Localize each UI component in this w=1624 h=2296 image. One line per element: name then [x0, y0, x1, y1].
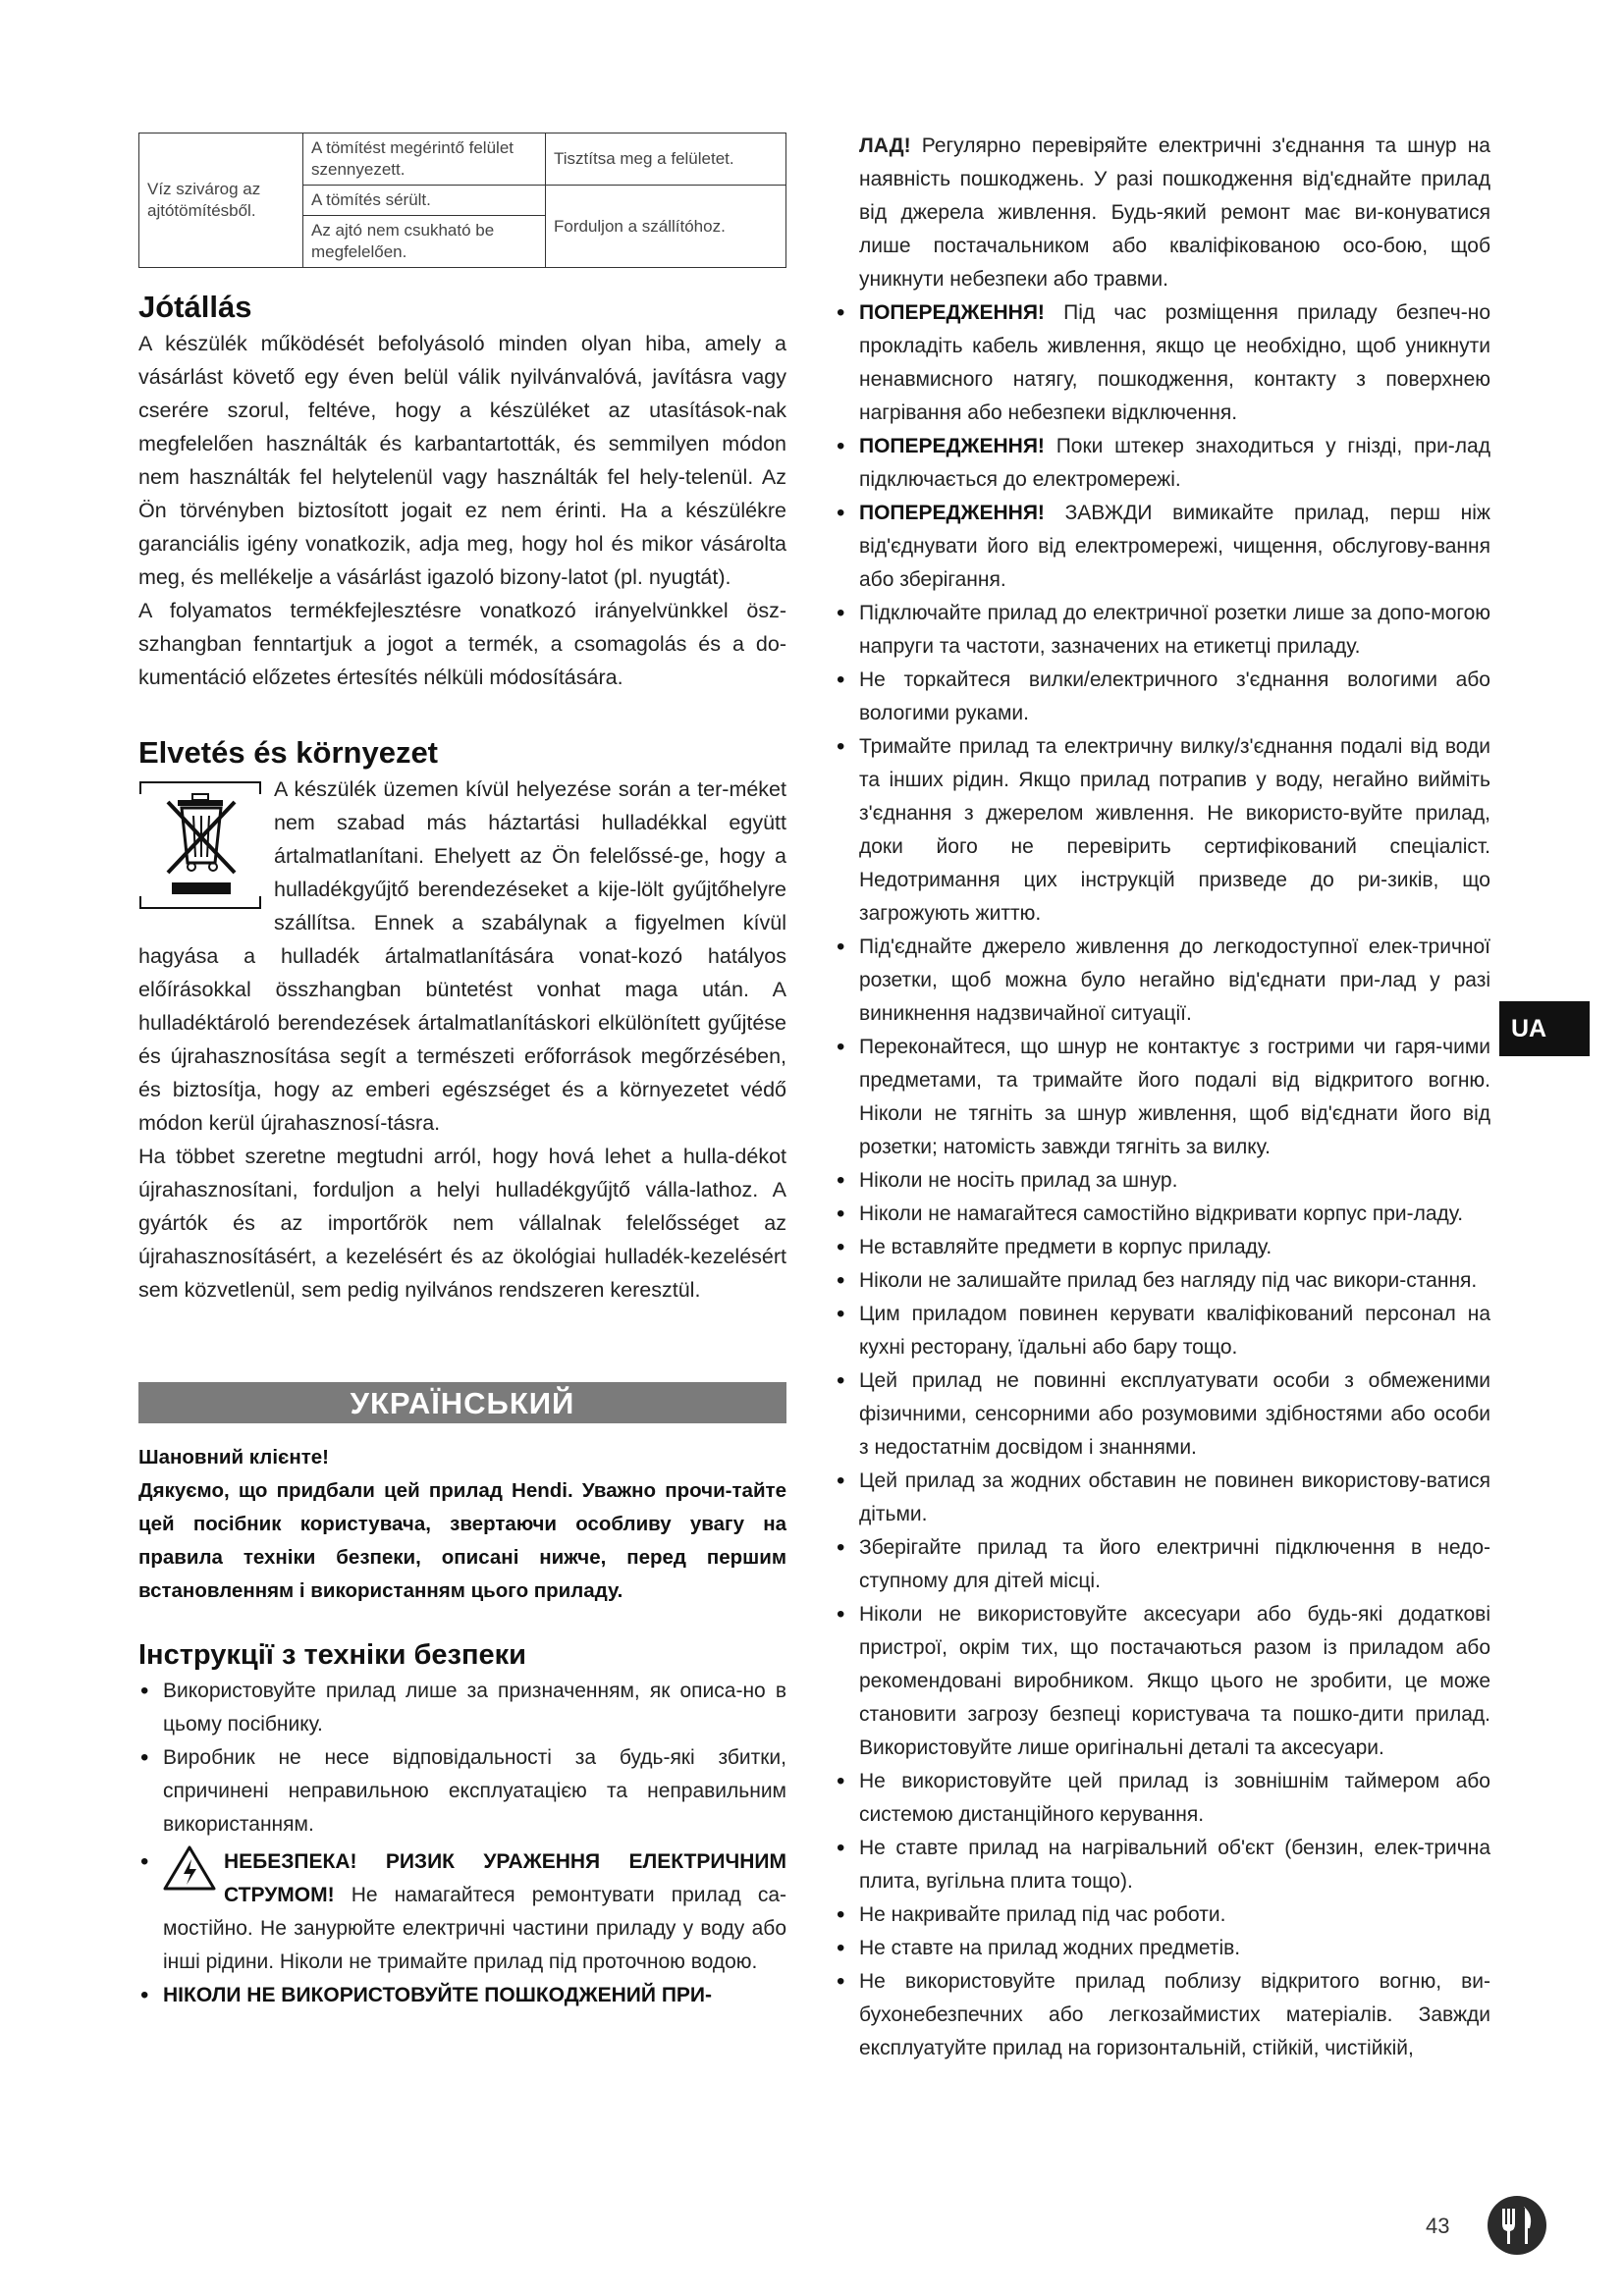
list-item: • Ніколи не носіть прилад за шнур. [835, 1164, 1490, 1198]
disposal-heading: Elvetés és környezet [138, 735, 439, 770]
list-item [138, 1845, 786, 1979]
electric-hazard-icon [163, 1845, 216, 1891]
table-solution-cell: Forduljon a szállítóhoz. [546, 186, 786, 268]
list-item: • Цей прилад за жодних обставин не повинен використову-ватися дітьми. [835, 1465, 1490, 1531]
safety-list-right [835, 296, 1490, 2065]
table-problem-cell: Víz szivárog az ajtótömítésből. [139, 133, 303, 268]
warranty-paragraph: A folyamatos termékfejlesztésre vonatkozó irányelvünkkel ösz-szhangban fenntartjuk a jogot a termék, a csomagolás és a do-kumentáció előzetes értesítés nélküli módosítására. [138, 599, 786, 689]
disposal-paragraph: Ha többet szeretne megtudni arról, hogy hová lehet a hulla-dékot újrahasznosítani, forduljon a helyi hulladékgyűjtő válla-lathoz. A gyártók és az importőrök nem vállalnak felelősséget az újrahasznosításért, a kezelésért és az ökológiai hulladék-kezelésért sem közvetlenül, sem pedig nyilvános rendszeren keresztül. [138, 1145, 786, 1302]
right-column [835, 130, 1490, 2065]
continued-paragraph: ЛАД! Регулярно перевіряйте електричні з'єднання та шнур на наявність пошкоджень. У разі пошкодження від'єднайте прилад від джерела живлення. Будь-який ремонт має ви-конуватися лише постачальником або кваліфікованою осо-бою, щоб уникнути небезпеки або травми. [859, 134, 1490, 291]
greeting: Шановний клієнте! [138, 1446, 329, 1468]
left-column [138, 133, 786, 2012]
list-item: • ПОПЕРЕДЖЕННЯ! Поки штекер знаходиться у гнізді, при-лад підключається до електромережі. [835, 430, 1490, 497]
list-item: • Ніколи не намагайтеся самостійно відкривати корпус при-ладу. [835, 1198, 1490, 1231]
disposal-paragraph: A készülék üzemen kívül helyezése során a ter-méket nem szabad más háztartási hulladékkal együtt ártalmatlanítani. Ehelyett az Ön felelőssé-ge, hogy a hulladékgyűjtő berendezéseket a kije-lölt gyűjtőhelyre szállítsa. Ennek a szabálynak a figyelmen kívül hagyása a hulladék ártalmatlanítására vonat-kozó hatályos előírásokkal összhangban büntetést vonhat maga után. A hulladéktároló berendezések ártalmatlanításkori elkülönített gyűjtése és újrahasznosítása segít a természeti erőforrások megőrzésében, és biztosítja, hogy az emberi egészséget és a környezetet védő módon kerül újrahasznosí-tásra. [138, 777, 786, 1135]
language-banner: УКРАЇНСЬКИЙ [138, 1382, 786, 1423]
warranty-paragraph: A készülék működését befolyásoló minden olyan hiba, amely a vásárlást követő egy éven belül válik nyilvánvalóvá, javításra vagy cserére szorul, feltéve, hogy a készüléket az utasítások-nak megfelelően használták és karbantartották, és semmilyen módon nem használták fel helytelenül vagy használták fel hely-telenül. Az Ön törvényben biztosított jogait ez nem érinti. Ha a készülékre garanciális igény vonatkozik, adja meg, hogy hol és mikor vásárolta meg, és mellékelje a vásárlást igazoló bizony-latot (pl. nyugtát). [138, 332, 786, 589]
list-item: • Переконайтеся, що шнур не контактує з гострими чи гаря-чими предметами, та тримайте його подалі від відкритого вогню. Ніколи не тягніть за шнур живлення, щоб від'єднати його від розетки; натомість завжди тягніть за вилку. [835, 1031, 1490, 1164]
list-item: • Ніколи не залишайте прилад без нагляду під час викори-стання. [835, 1264, 1490, 1298]
crossed-bin-icon [138, 780, 264, 910]
list-item: • Зберігайте прилад та його електричні підключення в недо-ступному для дітей місці. [835, 1531, 1490, 1598]
list-item: • Не накривайте прилад під час роботи. [835, 1898, 1490, 1932]
list-item: • ПОПЕРЕДЖЕННЯ! ЗАВЖДИ вимикайте прилад, перш ніж від'єднувати його від електромережі, чищення, обслугову-вання або зберігання. [835, 497, 1490, 597]
list-item: • Не ставте на прилад жодних предметів. [835, 1932, 1490, 1965]
list-item: • Тримайте прилад та електричну вилку/з'єднання подалі від води та інших рідин. Якщо прилад потрапив у воду, негайно вийміть з'єднання з джерелом живлення. Не використо-вуйте прилад, доки його не перевірить сертифікований спеціаліст. Недотримання цих інструкцій призведе до ри-зиків, що загрожують життю. [835, 730, 1490, 931]
list-item: • Під'єднайте джерело живлення до легкодоступної елек-тричної розетки, щоб можна було негайно від'єднати при-лад у разі виникнення надзвичайної ситуації. [835, 931, 1490, 1031]
warranty-heading: Jótállás [138, 290, 252, 324]
safety-heading: Інструкції з техніки безпеки [138, 1639, 526, 1671]
page-number: 43 [1426, 2214, 1450, 2238]
list-item: • Не використовуйте прилад поблизу відкритого вогню, ви-бухонебезпечних або легкозаймистих матеріалів. Завжди експлуатуйте прилад на горизонтальній, стійкій, чистійкій, [835, 1965, 1490, 2065]
troubleshooting-table [138, 133, 786, 268]
language-tab: UA [1499, 1001, 1590, 1056]
list-item: • Виробник не несе відповідальності за будь-які збитки, спричинені неправильною експлуатацією та неправильним використанням. [138, 1741, 786, 1842]
list-item: • Не торкайтеся вилки/електричного з'єднання вологими або вологими руками. [835, 664, 1490, 730]
danger-label: НЕБЕЗПЕКА! РИЗИК УРАЖЕННЯ ЕЛЕКТРИЧНИМ СТРУМОМ! [224, 1850, 786, 1906]
table-cause-cell: A tömítést megérintő felület szennyezett. [303, 133, 546, 186]
list-item: • Не вставляйте предмети в корпус приладу. [835, 1231, 1490, 1264]
list-item: • ПОПЕРЕДЖЕННЯ! Під час розміщення приладу безпеч-но прокладіть кабель живлення, якщо це необхідно, щоб уникнути ненавмисного натягу, пошкодження, контакту з поверхнею нагрівання або небезпеки відключення. [835, 296, 1490, 430]
hendi-logo-icon [1487, 2195, 1547, 2256]
list-item: • Цей прилад не повинні експлуатувати особи з обмеженими фізичними, сенсорними або розумовими здібностями або особи з недостатнім досвідом і знаннями. [835, 1364, 1490, 1465]
danger-text: Не намагайтеся ремонтувати прилад са-мостійно. Не занурюйте електричні частини приладу у воду або інші рідини. Ніколи не тримайте прилад під проточною водою. [163, 1884, 786, 1973]
list-item: • Використовуйте прилад лише за призначенням, як описа-но в цьому посібнику. [138, 1675, 786, 1741]
table-solution-cell: Tisztítsa meg a felületet. [546, 133, 786, 186]
table-cause-cell: Az ajtó nem csukható be megfelelően. [303, 216, 546, 268]
list-item: • Не використовуйте цей прилад із зовнішнім таймером або системою дистанційного керування. [835, 1765, 1490, 1832]
list-item: • Підключайте прилад до електричної розетки лише за допо-могою напруги та частоти, зазначених на етикетці приладу. [835, 597, 1490, 664]
list-item: • НІКОЛИ НЕ ВИКОРИСТОВУЙТЕ ПОШКОДЖЕНИЙ ПРИ- [138, 1979, 786, 2012]
safety-list-left [138, 1675, 786, 2012]
intro-paragraph: Дякуємо, що придбали цей прилад Hendi. Уважно прочи-тайте цей посібник користувача, звертаючи особливу увагу на правила техніки безпеки, описані нижче, перед першим встановленням і використанням цього приладу. [138, 1479, 786, 1602]
list-item: • Цим приладом повинен керувати кваліфікований персонал на кухні ресторану, їдальні або бару тощо. [835, 1298, 1490, 1364]
list-item: • Не ставте прилад на нагрівальний об'єкт (бензин, елек-трична плита, вугільна плита тощо). [835, 1832, 1490, 1898]
table-cause-cell: A tömítés sérült. [303, 186, 546, 216]
list-item: • Ніколи не використовуйте аксесуари або будь-які додаткові пристрої, окрім тих, що постачаються разом із приладом або рекомендовані виробником. Якщо цього не зробити, це може становити загрозу безпеці користувача та пошко-дити прилад. Використовуйте лише оригінальні деталі та аксесуари. [835, 1598, 1490, 1765]
